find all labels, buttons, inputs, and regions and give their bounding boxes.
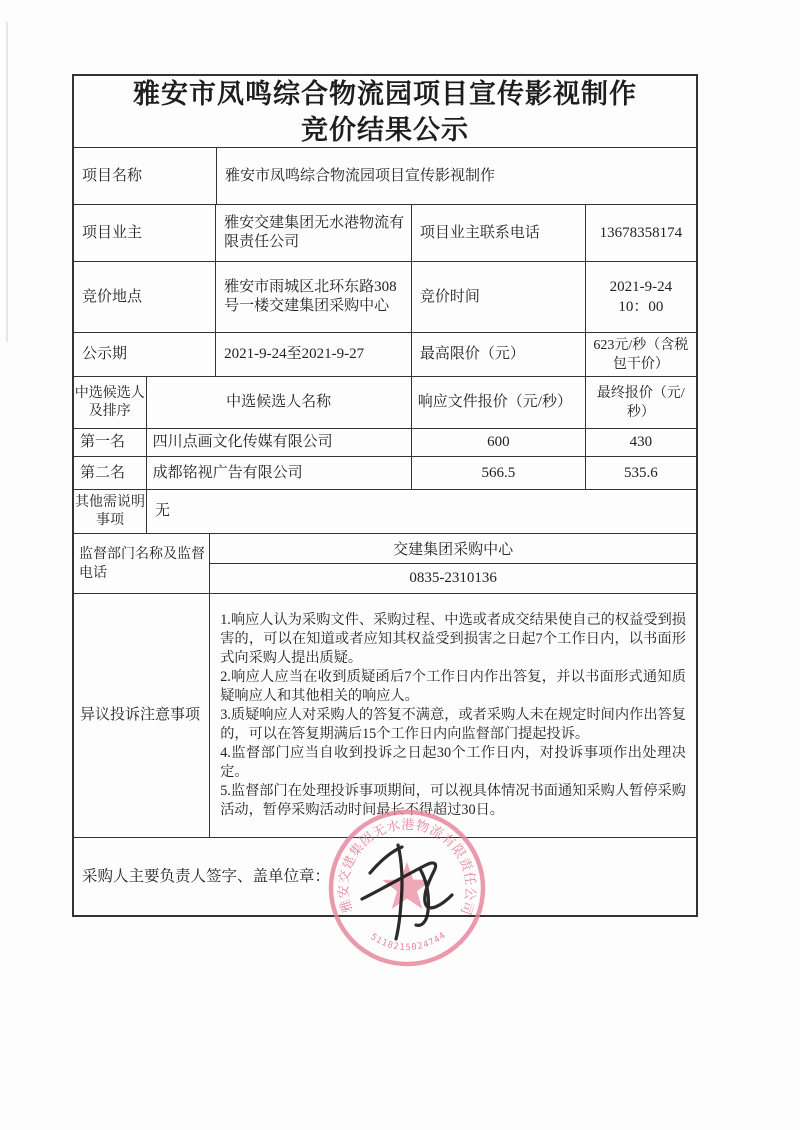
candidate-row-1 — [74, 429, 696, 457]
seal-number-text: 5118215024744 — [368, 930, 449, 954]
candidates-bid-header: 响应文件报价（元/秒） — [412, 377, 586, 428]
complaint-item-2: 2.响应人应当在收到质疑函后7个工作日内作出答复，并以书面形式通知质疑响应人和其他相关的响应人。 — [220, 669, 686, 704]
bid-location-row — [74, 262, 696, 333]
supervision-phone: 0835-2310136 — [409, 569, 497, 586]
candidate-1-final: 430 — [629, 434, 653, 450]
bid-result-table — [72, 74, 698, 917]
candidate-2-rank: 第二名 — [74, 457, 147, 489]
candidate-2-name: 成都铭视广告有限公司 — [147, 457, 412, 489]
publicity-label: 公示期 — [74, 333, 216, 376]
candidate-2-final: 535.6 — [623, 464, 658, 481]
complaint-notes-row — [74, 594, 696, 838]
owner-phone-value: 13678358174 — [599, 224, 683, 241]
document-title-line1: 雅安市凤鸣综合物流园项目宣传影视制作 — [133, 78, 637, 109]
signature-label: 采购人主要负责人签字、盖单位章： — [82, 868, 331, 885]
complaint-content-cell — [210, 594, 696, 837]
location-label: 竞价地点 — [74, 262, 216, 332]
document-title — [133, 76, 637, 148]
signature-row — [74, 838, 696, 915]
price-limit-value: 623元/秒（含税包干价） — [593, 337, 689, 372]
project-name-label: 项目名称 — [74, 148, 217, 204]
owner-value: 雅安交建集团无水港物流有限责任公司 — [216, 205, 412, 261]
seal-company-text: 雅安交建集团无水港物流有限责任公司 — [335, 816, 479, 918]
complaint-item-3: 3.质疑响应人对采购人的答复不满意，或者采购人未在规定时间内作出答复的，可以在答复期满后15个工作日内向监督部门提起投诉。 — [220, 707, 686, 742]
complaint-item-5: 5.监督部门在处理投诉事项期间，可以视具体情况书面通知采购人暂停采购活动，暂停采购活动时间最长不得超过30日。 — [220, 783, 686, 818]
bid-time-value — [586, 262, 696, 332]
bid-time-date: 2021-9-24 — [609, 279, 673, 295]
supervision-values — [210, 534, 696, 593]
owner-phone-label: 项目业主联系电话 — [412, 205, 586, 261]
candidate-1-name: 四川点画文化传媒有限公司 — [147, 429, 412, 456]
table-title-row — [74, 76, 696, 148]
document-title-line2: 竞价结果公示 — [301, 114, 469, 145]
supervision-dept: 交建集团采购中心 — [210, 534, 696, 564]
location-value: 雅安市雨城区北环东路308号一楼交建集团采购中心 — [216, 262, 412, 332]
candidates-header-row — [74, 377, 696, 429]
other-notes-value: 无 — [155, 503, 171, 519]
candidate-2-bid: 566.5 — [412, 457, 586, 489]
candidate-1-rank: 第一名 — [74, 429, 147, 456]
complaint-item-1: 1.响应人认为采购文件、采购过程、中选或者成交结果使自己的权益受到损害的，可以在知道或者应知其权益受到损害之日起7个工作日内，以书面形式向采购人提出质疑。 — [220, 612, 686, 666]
complaint-item-4: 4.监督部门应当自收到投诉之日起30个工作日内，对投诉事项作出处理决定。 — [220, 745, 686, 780]
complaint-label: 异议投诉注意事项 — [74, 594, 210, 837]
candidates-name-header: 中选候选人名称 — [147, 377, 412, 428]
publicity-value: 2021-9-24至2021-9-27 — [216, 333, 412, 376]
price-limit-label: 最高限价（元） — [412, 333, 586, 376]
candidate-1-bid: 600 — [412, 429, 586, 456]
project-name-value: 雅安市凤鸣综合物流园项目宣传影视制作 — [225, 167, 496, 184]
scan-edge-artifact — [6, 22, 8, 342]
supervision-row — [74, 534, 696, 594]
bid-time-label: 竞价时间 — [412, 262, 586, 332]
candidates-rank-header: 中选候选人及排序 — [74, 377, 147, 428]
other-notes-label: 其他需说明事项 — [74, 490, 147, 533]
publicity-period-row — [74, 333, 696, 377]
owner-label: 项目业主 — [74, 205, 216, 261]
project-owner-row — [74, 205, 696, 262]
candidates-final-header: 最终报价（元/秒） — [596, 385, 685, 420]
supervision-label: 监督部门名称及监督电话 — [74, 534, 210, 593]
other-notes-row — [74, 490, 696, 534]
candidate-row-2 — [74, 457, 696, 490]
project-name-row — [74, 148, 696, 205]
bid-time-clock: 10：00 — [618, 299, 664, 315]
complaint-items — [210, 601, 696, 830]
